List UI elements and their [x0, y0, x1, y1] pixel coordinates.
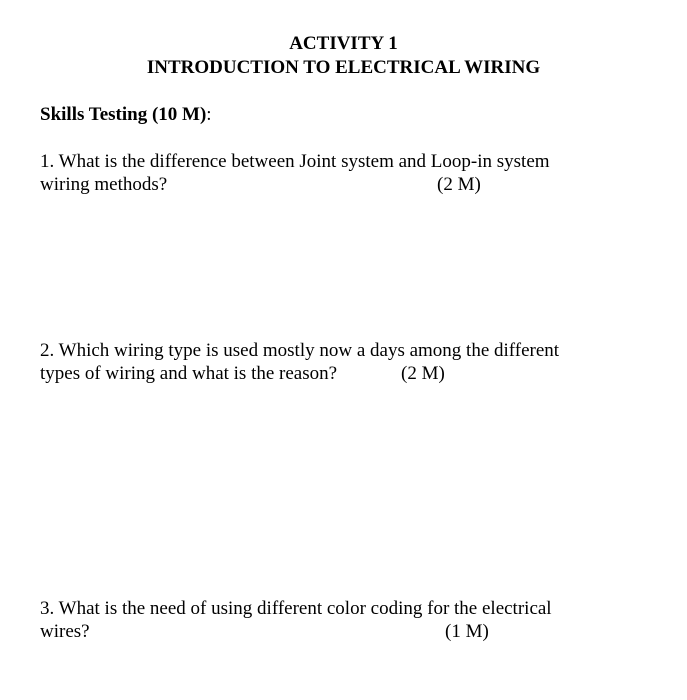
question-3-line-1: 3. What is the need of using different color coding for the electrical — [40, 598, 552, 619]
question-3-line-2: wires? — [40, 621, 90, 642]
activity-subtitle: INTRODUCTION TO ELECTRICAL WIRING — [146, 57, 541, 78]
question-2-line-2: types of wiring and what is the reason? — [40, 363, 338, 384]
question-2-marks: (2 M) — [401, 363, 445, 384]
question-3 — [40, 597, 660, 643]
question-2 — [40, 339, 660, 385]
question-1 — [40, 150, 660, 196]
question-2-line-1: 2. Which wiring type is used mostly now a days among the different — [40, 340, 560, 361]
question-1-line-2: wiring methods? — [40, 174, 168, 195]
question-1-marks: (2 M) — [437, 174, 481, 195]
section-heading — [40, 103, 212, 126]
question-3-marks: (1 M) — [445, 621, 489, 642]
section-heading-colon: : — [206, 104, 212, 125]
section-heading-label: Skills Testing (10 M) — [40, 104, 207, 125]
question-1-line-1: 1. What is the difference between Joint system and Loop-in system — [40, 151, 550, 172]
activity-title: ACTIVITY 1 — [289, 33, 398, 54]
